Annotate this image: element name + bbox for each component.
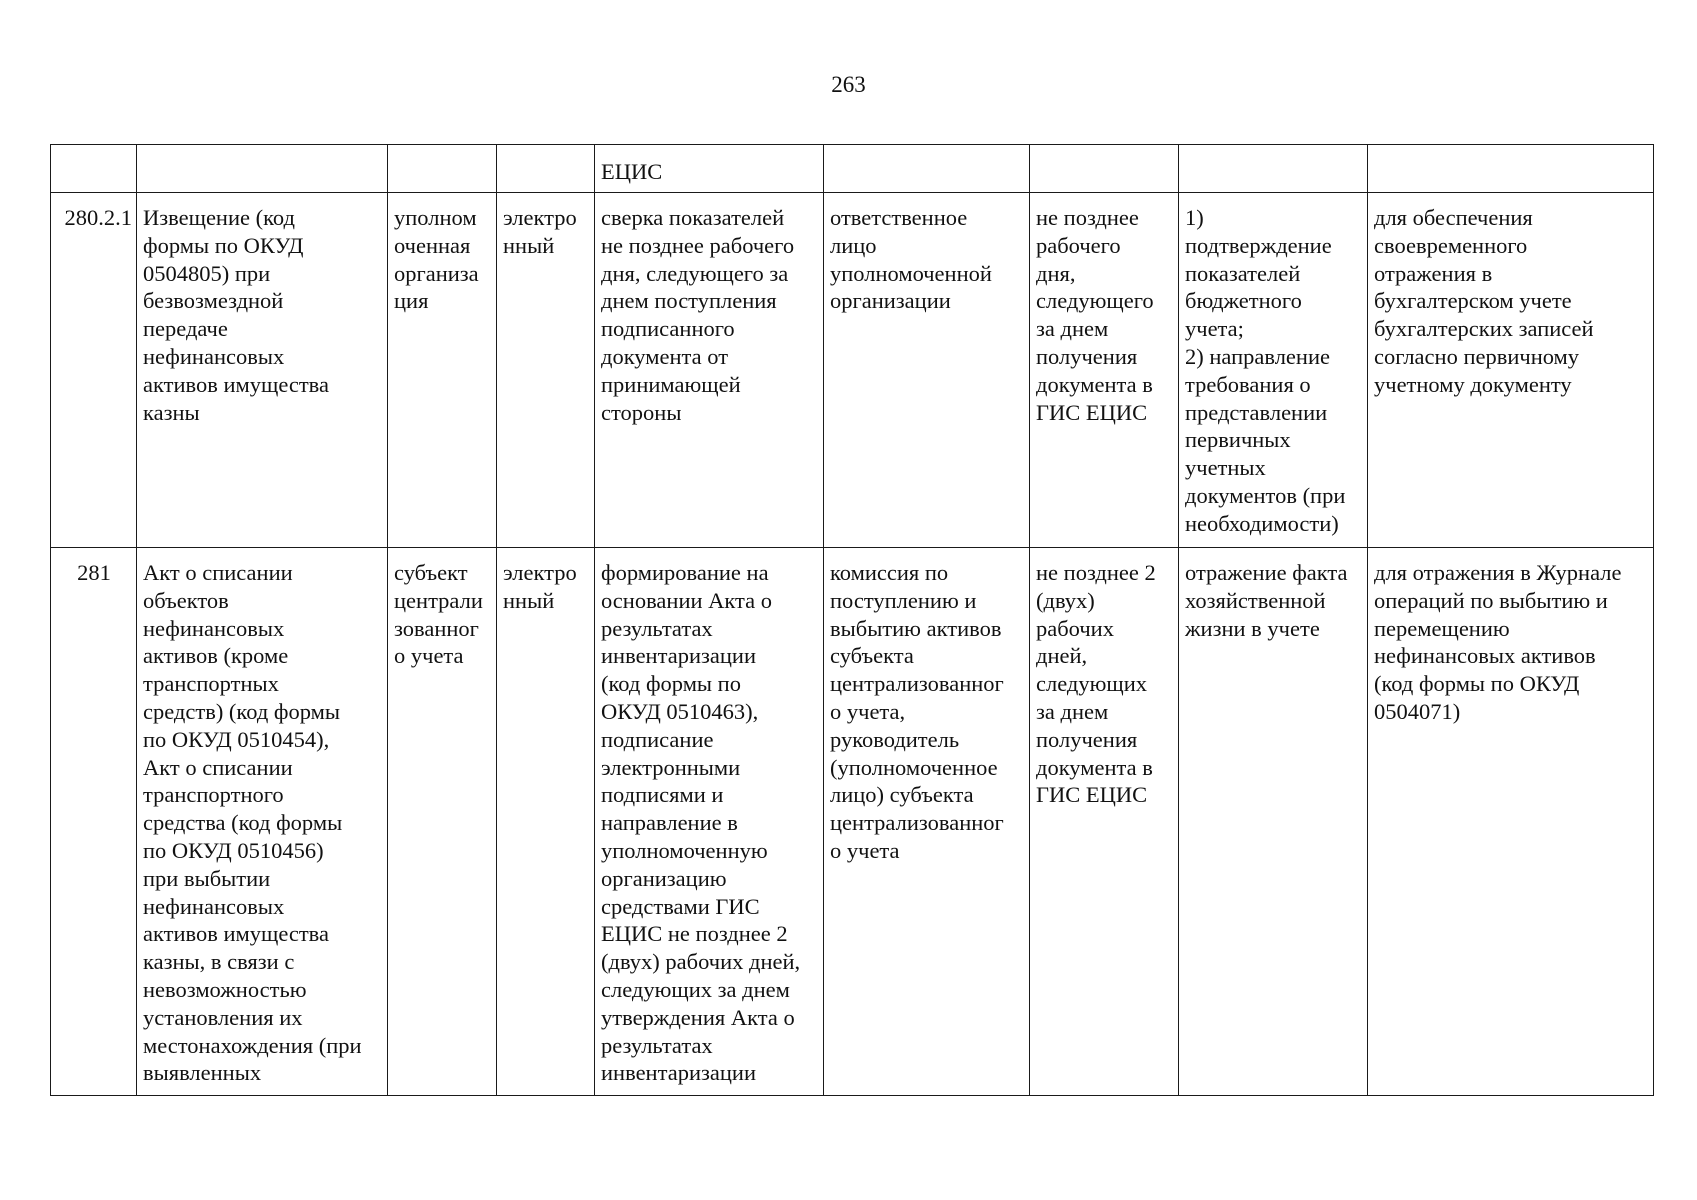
cell-participant: уполном оченная организа ция: [388, 193, 497, 548]
cell-form: [497, 145, 595, 193]
cell-document: Акт о списании объектов нефинансовых активов (кроме транспортных средств) (код формы по ОКУД 0510454), Акт о списании транспортного средства (код формы по ОКУД 0510456) при выбытии нефинансовых активов имущества казны, в связи с невозможностью установления их местонахождения (при выявленных: [137, 548, 388, 1096]
cell-action: формирование на основании Акта о результатах инвентаризации (код формы по ОКУД 0510463), подписание электронными подписями и направление в уполномоченную организацию средствами ГИС ЕЦИС не позднее 2 (двух) рабочих дней, следующих за днем утверждения Акта о результатах инвентаризации: [595, 548, 824, 1096]
cell-participant: субъект централи зованног о учета: [388, 548, 497, 1096]
cell-result: отражение факта хозяйственной жизни в учете: [1179, 548, 1368, 1096]
cell-result: 1) подтверждение показателей бюджетного учета; 2) направление требования о представлении первичных учетных документов (при необходимости): [1179, 193, 1368, 548]
cell-document: [137, 145, 388, 193]
cell-purpose: [1368, 145, 1654, 193]
document-table: [50, 144, 1654, 1096]
table-row: [51, 145, 1654, 193]
cell-purpose: для отражения в Журнале операций по выбытию и перемещению нефинансовых активов (код формы по ОКУД 0504071): [1368, 548, 1654, 1096]
table-row: [51, 193, 1654, 548]
cell-form: электро нный: [497, 193, 595, 548]
cell-deadline: не позднее рабочего дня, следующего за днем получения документа в ГИС ЕЦИС: [1030, 193, 1179, 548]
table-row: [51, 548, 1654, 1096]
cell-deadline: [1030, 145, 1179, 193]
cell-form: электро нный: [497, 548, 595, 1096]
cell-purpose: для обеспечения своевременного отражения в бухгалтерском учете бухгалтерских записей согласно первичному учетному документу: [1368, 193, 1654, 548]
page-number: 263: [831, 72, 866, 97]
cell-deadline: не позднее 2 (двух) рабочих дней, следующих за днем получения документа в ГИС ЕЦИС: [1030, 548, 1179, 1096]
cell-participant: [388, 145, 497, 193]
cell-number: 280.2.1: [51, 193, 137, 548]
cell-responsible: ответственное лицо уполномоченной организации: [824, 193, 1030, 548]
cell-number: 281: [51, 548, 137, 1096]
cell-action: ЕЦИС: [595, 145, 824, 193]
cell-responsible: [824, 145, 1030, 193]
cell-responsible: комиссия по поступлению и выбытию активов субъекта централизованног о учета, руководитель (уполномоченное лицо) субъекта централизованног о учета: [824, 548, 1030, 1096]
cell-number: [51, 145, 137, 193]
cell-document: Извещение (код формы по ОКУД 0504805) при безвозмездной передаче нефинансовых активов имущества казны: [137, 193, 388, 548]
cell-action: сверка показателей не позднее рабочего дня, следующего за днем поступления подписанного документа от принимающей стороны: [595, 193, 824, 548]
cell-result: [1179, 145, 1368, 193]
